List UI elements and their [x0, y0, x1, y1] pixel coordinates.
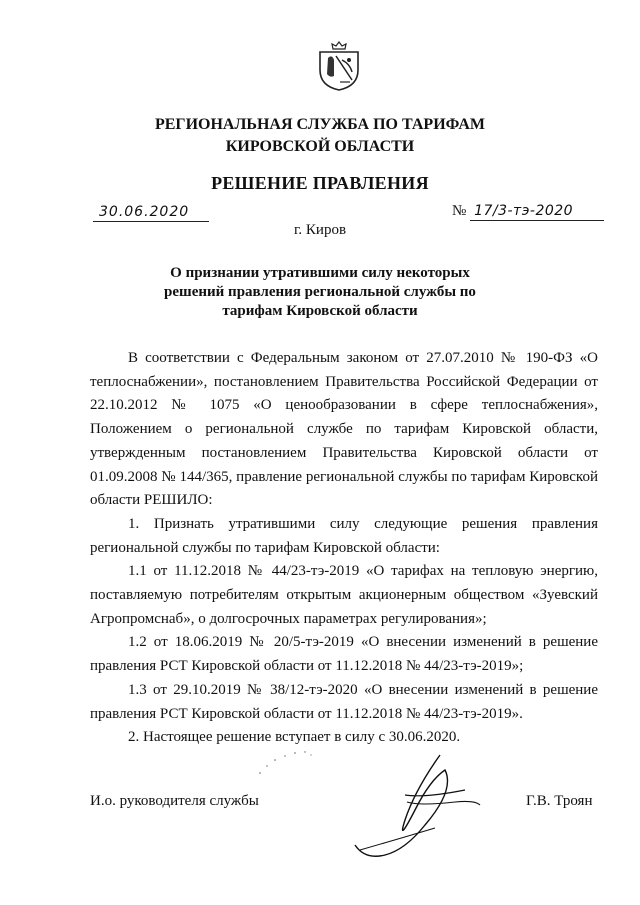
document-type: РЕШЕНИЕ ПРАВЛЕНИЯ [211, 173, 429, 193]
signatory-name: Г.В. Троян [526, 793, 593, 809]
org-line-1: РЕГИОНАЛЬНАЯ СЛУЖБА ПО ТАРИФАМ [154, 116, 486, 133]
ink-dots [255, 748, 315, 778]
item-1-1: 1.1 от 11.12.2018 № 44/23-тэ-2019 «О тарифах на тепловую энергию, поставляемую потребителям открытым акционерным обществом «Зуевский Агропромснаб», о долгосрочных параметрах регулирования»; [90, 563, 598, 627]
item-1-3: 1.3 от 29.10.2019 № 38/12-тэ-2020 «О внесении изменений в решение правления РСТ Кировской области от 11.12.2018 № 44/23-тэ-2019». [90, 681, 598, 722]
signatory-position: И.о. руководителя службы [90, 793, 259, 809]
org-line-2: КИРОВСКОЙ ОБЛАСТИ [225, 138, 415, 155]
number-sign: № [452, 203, 467, 219]
number-value: 17/3-тэ-2020 [470, 202, 604, 221]
document-number [452, 202, 604, 221]
subject-line-1: О признании утратившими силу некоторых [170, 265, 470, 281]
coat-of-arms-icon [316, 40, 362, 92]
document-body [90, 347, 598, 750]
organization-title [0, 114, 640, 158]
city: г. Киров [293, 222, 347, 238]
subject-line-3: тарифам Кировской области [222, 303, 418, 319]
intro-paragraph: В соответствии с Федеральным законом от 27.07.2010 № 190-ФЗ «О теплоснабжении», постановлением Правительства Российской Федерации от 22.10.2012 № 1075 «О ценообразовании в сфере теплоснабжения», Положением о региональной службе по тарифам Кировской области, утвержденным постановлением Правительства Кировской области от 01.09.2008 № 144/365, правление региональной службы по тарифам Кировской области РЕШИЛО: [90, 350, 598, 509]
item-1: 1. Признать утратившими силу следующие решения правления региональной службы по тарифам Кировской области: [90, 515, 598, 556]
document-subject [0, 264, 640, 321]
document-date: 30.06.2020 [93, 203, 209, 222]
item-1-2: 1.2 от 18.06.2019 № 20/5-тэ-2019 «О внесении изменений в решение правления РСТ Кировской области от 11.12.2018 № 44/23-тэ-2019»; [90, 634, 598, 675]
subject-line-2: решений правления региональной службы по [164, 284, 476, 300]
item-2: 2. Настоящее решение вступает в силу с 30.06.2020. [128, 729, 461, 746]
handwritten-signature [345, 750, 485, 870]
